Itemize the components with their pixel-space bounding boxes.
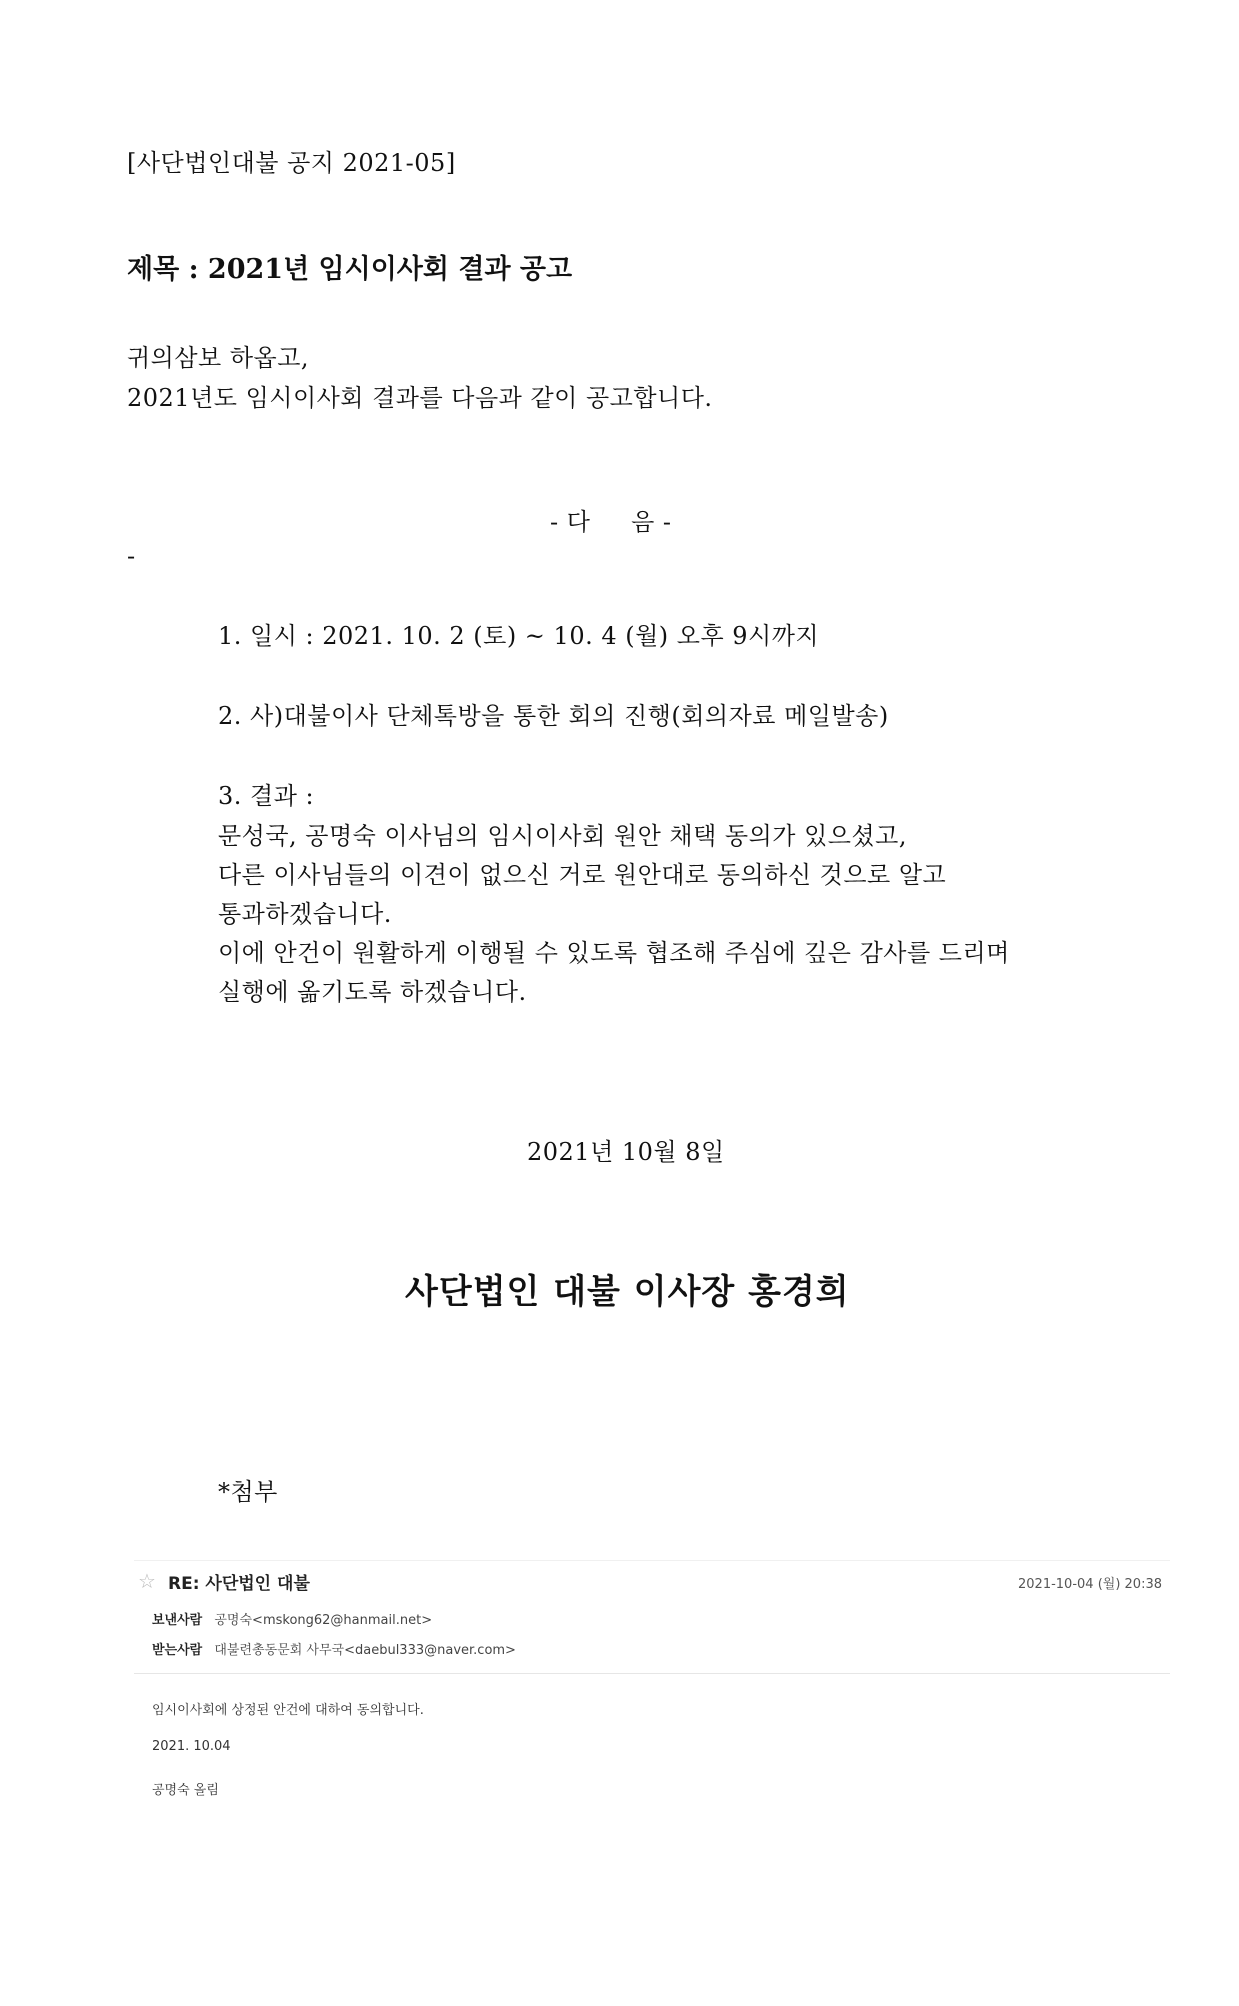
result-line: 이에 안건이 원활하게 이행될 수 있도록 협조해 주심에 깊은 감사를 드리며 xyxy=(218,939,1010,967)
email-sent-date: 2021-10-04 (월) 20:38 xyxy=(1018,1577,1162,1592)
to-value[interactable]: 대불련총동문회 사무국<daebul333@naver.com> xyxy=(214,1643,516,1658)
email-divider xyxy=(134,1673,1170,1674)
email-body-line: 임시이사회에 상정된 안건에 대하여 동의합니다. xyxy=(152,1703,424,1718)
daeum-heading: - 다 음 - xyxy=(550,508,672,536)
item-meeting-method: 2. 사)대불이사 단체톡방을 통한 회의 진행(회의자료 메일발송) xyxy=(218,702,889,730)
item-result-heading: 3. 결과 : xyxy=(218,782,315,810)
from-label: 보낸사람 xyxy=(152,1613,203,1628)
email-subject: RE: 사단법인 대불 xyxy=(168,1574,310,1594)
result-line: 문성국, 공명숙 이사님의 임시이사회 원안 채택 동의가 있으셨고, xyxy=(218,822,907,850)
result-line: 통과하겠습니다. xyxy=(218,900,392,928)
notice-date: 2021년 10월 8일 xyxy=(527,1138,725,1166)
result-line: 다른 이사님들의 이견이 없으신 거로 원안대로 동의하신 것으로 알고 xyxy=(218,861,947,889)
item-schedule: 1. 일시 : 2021. 10. 2 (토) ~ 10. 4 (월) 오후 9시까지 xyxy=(218,622,820,650)
greeting-line-2: 2021년도 임시이사회 결과를 다음과 같이 공고합니다. xyxy=(127,384,713,412)
email-from-row xyxy=(152,1609,432,1628)
signature: 사단법인 대불 이사장 홍경희 xyxy=(405,1272,850,1312)
notice-header: [사단법인대불 공지 2021-05] xyxy=(127,149,456,177)
star-icon[interactable]: ☆ xyxy=(138,1569,156,1593)
result-line: 실행에 옮기도록 하겠습니다. xyxy=(218,978,527,1006)
email-body-line: 2021. 10.04 xyxy=(152,1739,231,1754)
email-body-line: 공명숙 올림 xyxy=(152,1783,219,1798)
from-value[interactable]: 공명숙<mskong62@hanmail.net> xyxy=(214,1613,433,1628)
email-to-row xyxy=(152,1639,516,1658)
greeting-line-1: 귀의삼보 하옵고, xyxy=(127,344,310,372)
attachment-label: *첨부 xyxy=(218,1478,278,1506)
dash-mark: - xyxy=(127,542,136,570)
to-label: 받는사람 xyxy=(152,1643,203,1658)
attached-email xyxy=(134,1560,1170,1801)
notice-title: 제목 : 2021년 임시이사회 결과 공고 xyxy=(127,254,573,285)
